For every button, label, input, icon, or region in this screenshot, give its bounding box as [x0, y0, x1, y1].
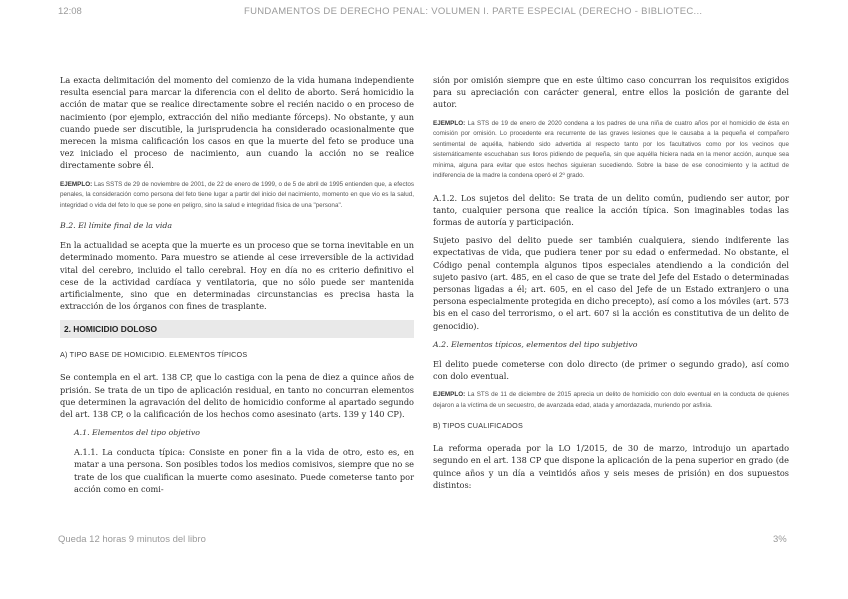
section-heading: 2. HOMICIDIO DOLOSO: [60, 320, 414, 338]
paragraph: A.1.1. La conducta típica: Consiste en poner fin a la vida de otro, esto es, en matar a una persona. Son posibles todos los medios comisivos, siempre que no se trate de los que cualifican la muerte como asesinato. Puede cometerse tanto por acción como en comi-: [74, 447, 414, 494]
subheading: B) TIPOS CUALIFICADOS: [433, 421, 523, 431]
example-box: [433, 119, 789, 182]
example-text: La STS de 19 de enero de 2020 condena a los padres de una niña de cuatro años por el homicidio de ésta en comisión por omisión. Lo procedente era recurrente de las graves lesiones que le causaba a la pequeña el compañero sentimental de aquélla, habiendo sido advertida al respecto tanto por los facultativos como por los vecinos que sistemáticamente escuchaban sus lloros pidiendo de pequeña, sin que aquélla hiciera nada en la menor acción, aunque sea mínima, alguna para evitar que estos hechos siguieran sucediendo. Sobre la base de ese conocimiento y la actitud de indiferencia de la madre la condena operó el 2º grado.: [433, 119, 789, 180]
example-label: EJEMPLO:: [433, 391, 466, 399]
paragraph: A.1.2. Los sujetos del delito: Se trata de un delito común, pudiendo ser autor, por tanto, cualquier persona que realice la acción típica. Son imaginables todas las formas de autoría y participación.: [433, 192, 789, 228]
paragraph: Se contempla en el art. 138 CP, que lo castiga con la pena de diez a quince años de prisión. Se trata de un tipo de aplicación residual, en tanto no concurran elementos que determinen la agravación del delito de homicidio conforme al apartado segundo del art. 138 CP, o la calificación de los hechos como asesinato (arts. 139 y 140 CP).: [60, 372, 414, 419]
example-box: [60, 180, 414, 212]
example-label: EJEMPLO:: [60, 180, 93, 188]
example-label: EJEMPLO:: [433, 119, 466, 127]
subheading: A.2. Elementos típicos, elementos del tipo subjetivo: [433, 339, 638, 349]
bottom-status-bar: [0, 532, 848, 550]
paragraph: Sujeto pasivo del delito puede ser también cualquiera, siendo indiferente las expectativas de vida, que pudiera tener por su edad o enfermedad. No obstante, el Código penal contempla algunos tipos especiales atendiendo a la condición del sujeto pasivo (art. 485, en el caso de que se trate del Jefe del Estado o determinadas personas ligadas a él; art. 605, en el caso del Jefe de un Estado extranjero o una persona especialmente protegida en dicho precepto), así como a los móviles (art. 573 bis en el caso del terrorismo, o el art. 607 si la acción es constitutiva de un delito de genocidio).: [433, 235, 789, 331]
subheading: A.1. Elementos del tipo objetivo: [74, 428, 200, 438]
example-text: Las SSTS de 29 de noviembre de 2001, de 22 de enero de 1999, o de 5 de abril de 1995 entienden que, a efectos penales, la consideración como persona del feto tiene lugar a partir del inicio del nacimiento, momento en que vio es la salud, integridad o vida del feto lo que se pone en peligro, sino la salud e integridad física de una "persona".: [60, 180, 414, 209]
reading-progress: 3%: [773, 534, 787, 545]
example-text: La STS de 11 de diciembre de 2015 aprecia un delito de homicidio con dolo eventual en la conducta de quienes dejaron a la víctima de un secuestro, de avanzada edad, atada y amordazada, muriendo por asfixia.: [433, 391, 790, 409]
paragraph: El delito puede cometerse con dolo directo (de primer o segundo grado), así como con dolo eventual.: [433, 358, 789, 382]
paragraph: La reforma operada por la LO 1/2015, de 30 de marzo, introdujo un apartado segundo en el art. 138 CP que dispone la aplicación de la pena superior en grado (de quince años y un día a veintidós años y seis meses de prisión) en dos supuestos distintos:: [433, 443, 789, 490]
subheading: A) TIPO BASE DE HOMICIDIO. ELEMENTOS TÍPICOS: [60, 350, 248, 360]
book-title[interactable]: FUNDAMENTOS DE DERECHO PENAL: VOLUMEN I. PARTE ESPECIAL (DERECHO - BIBLIOTEC...: [244, 6, 703, 17]
top-status-bar: [0, 0, 848, 22]
paragraph: sión por omisión siempre que en este último caso concurran los requisitos exigidos para su apreciación con carácter general, entre ellos la posición de garante del autor.: [433, 75, 789, 110]
subheading: B.2. El límite final de la vida: [60, 221, 172, 231]
example-box: [433, 390, 789, 411]
left-page-column: [60, 74, 414, 503]
right-page-column: [433, 74, 789, 499]
time-remaining: Queda 12 horas 9 minutos del libro: [58, 534, 206, 545]
paragraph: La exacta delimitación del momento del comienzo de la vida humana independiente resulta esencial para marcar la diferencia con el delito de aborto. Será homicidio la acción de matar que se realice directamente sobre el recién nacido o en proceso de nacimiento (por ejemplo, extracción del niño mediante fórceps). No obstante, y aun cuando puede ser discutible, la jurisprudencia ha considerado ocasionalmente que merecen la misma calificación los casos en que la muerte del feto se produce una vez iniciado el proceso de nacimiento, aun cuando la acción no se realice directamente sobre él.: [60, 75, 414, 171]
clock: 12:08: [58, 6, 82, 17]
paragraph: En la actualidad se acepta que la muerte es un proceso que se torna inevitable en un determinado momento. Para muestro se atiende al cese irreversible de la actividad vital del cerebro, incluido el tallo cerebral. Hoy en día no es criterio definitivo el cese de la actividad cardíaca y ventilatoria, que no sólo puede ser mantenida artificialmente, sino que en determinadas circunstancias es precisa hasta la extracción de los órganos con fines de trasplante.: [60, 240, 414, 312]
